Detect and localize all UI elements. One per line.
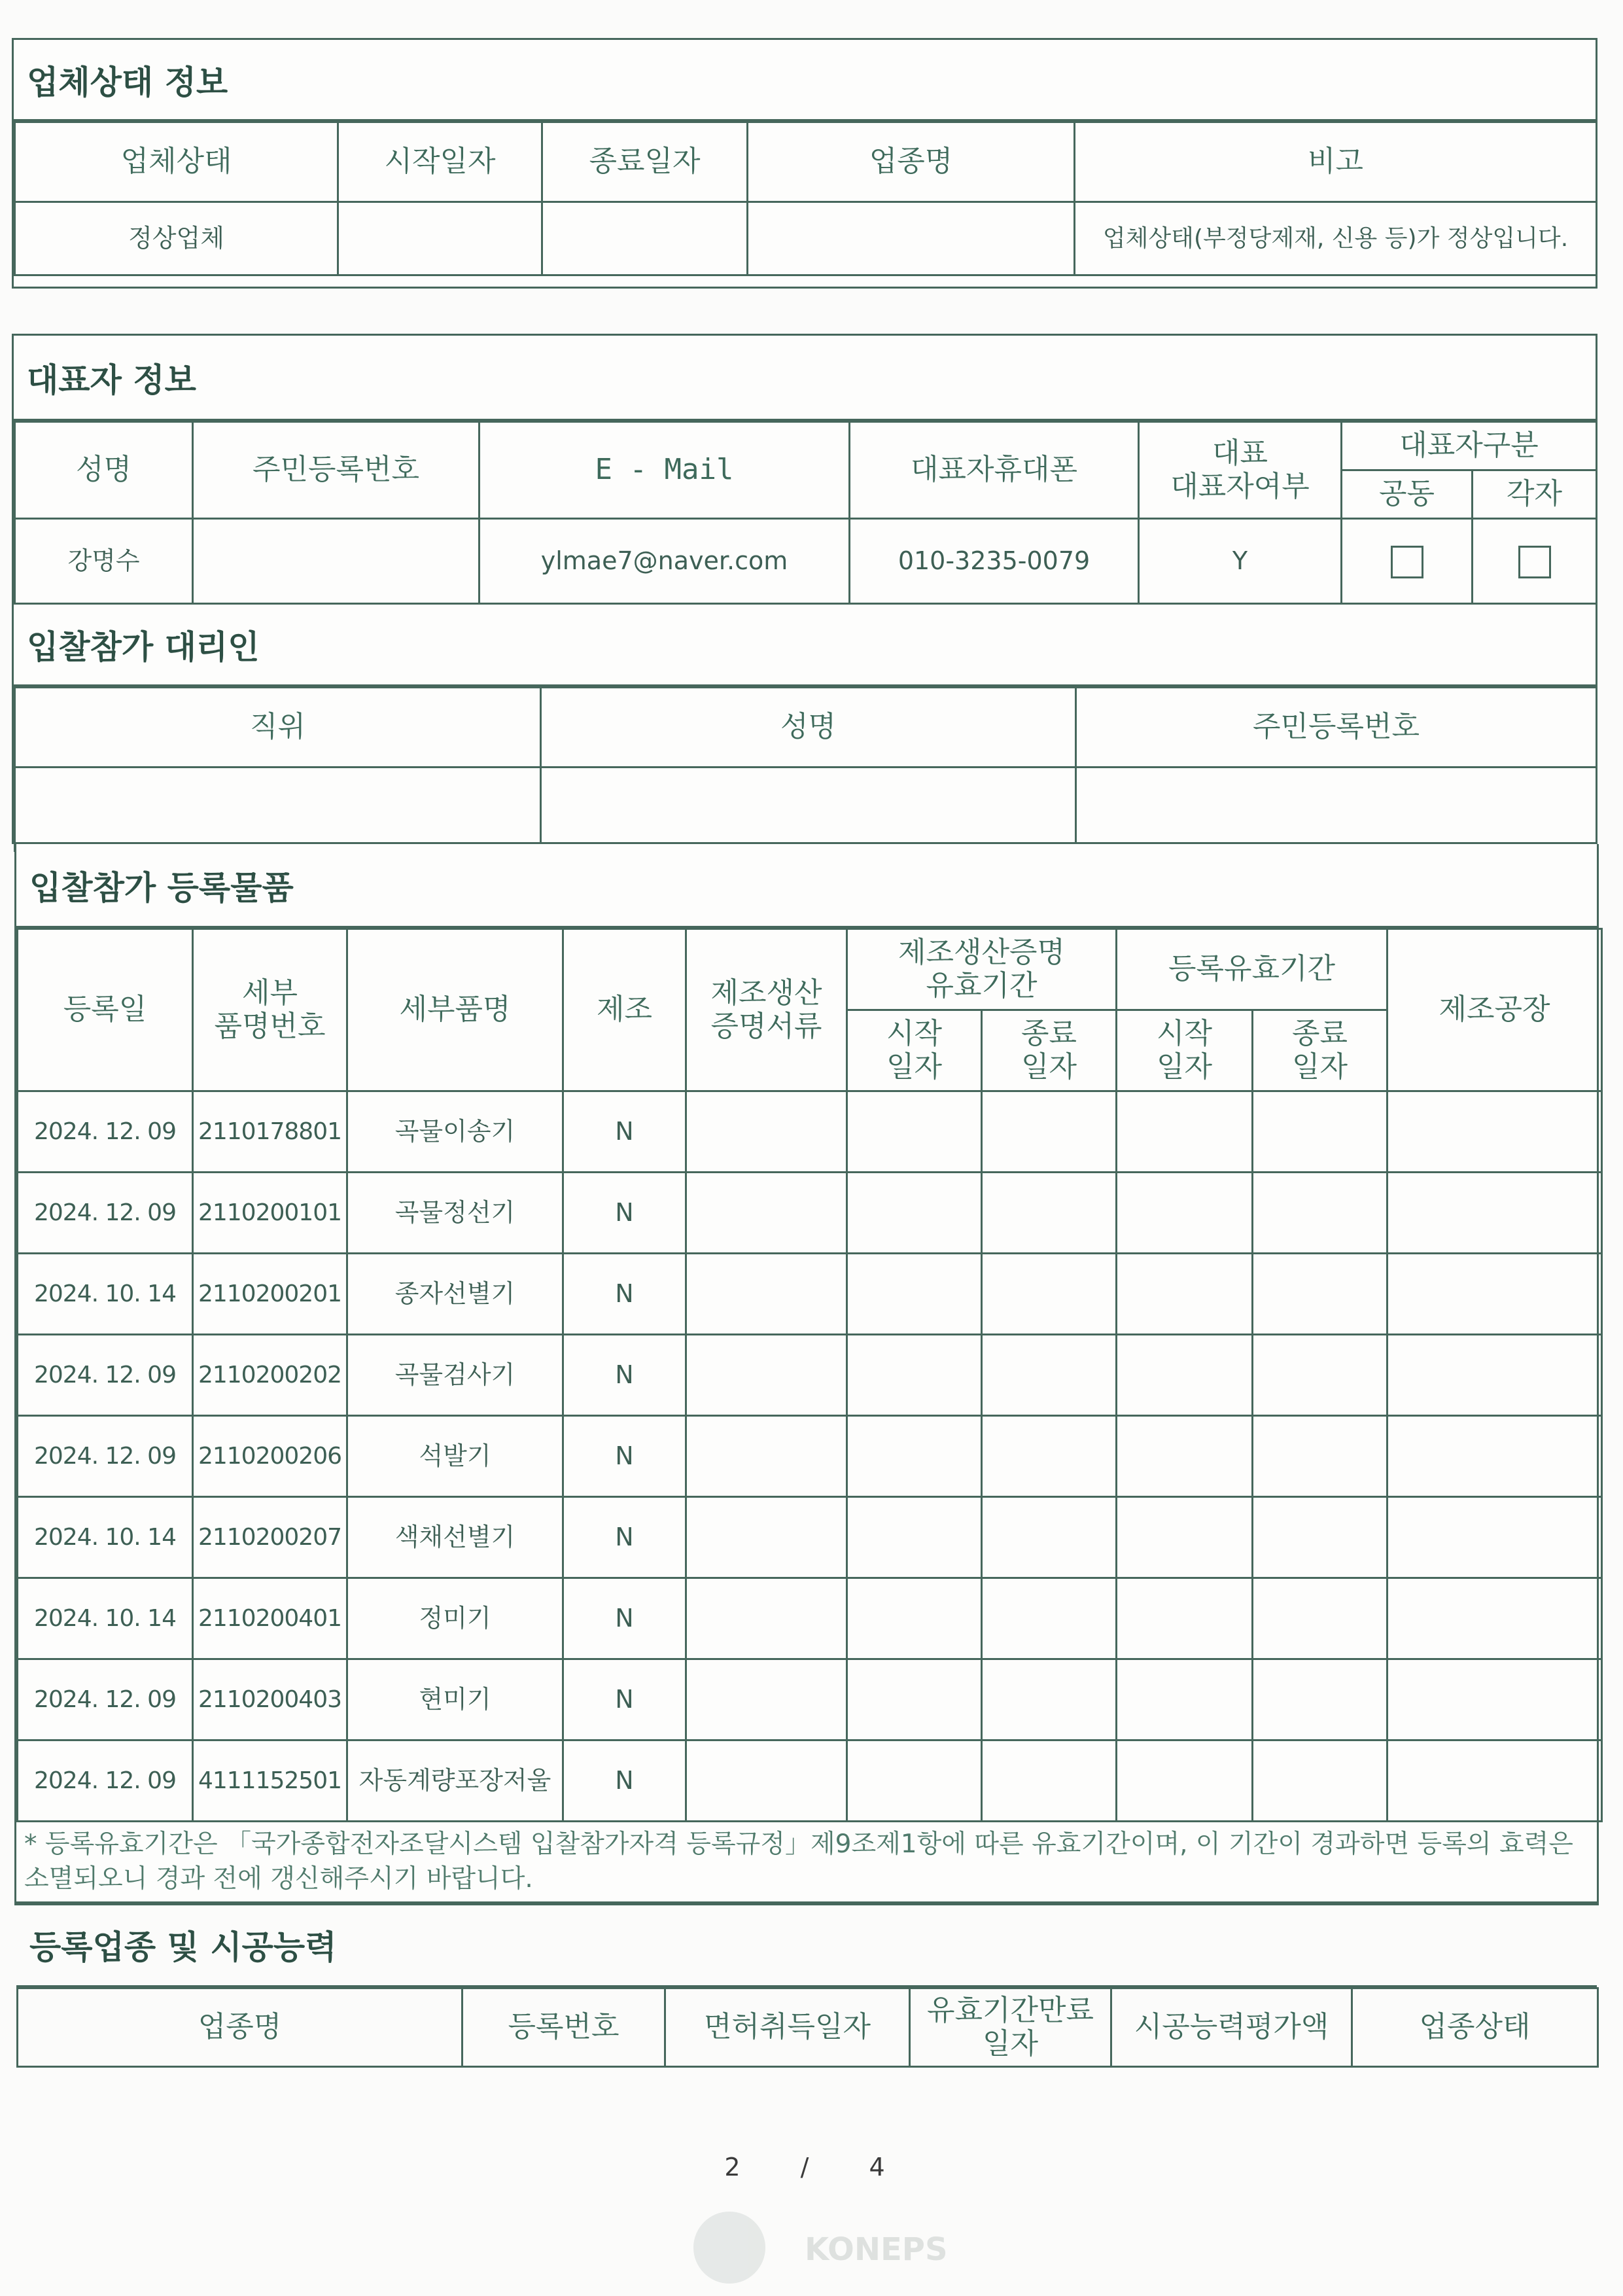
mfg-start-cell [847, 1173, 982, 1254]
reg-date-cell: 2024. 12. 09 [18, 1740, 193, 1822]
mfg-start-cell [847, 1497, 982, 1578]
header-industry-status: 업종상태 [1352, 1988, 1598, 2067]
page-indicator: 2 / 4 [724, 2153, 911, 2181]
license-table [16, 1987, 1599, 2068]
reg-start-cell [1117, 1659, 1253, 1740]
reg-start-cell [1117, 1497, 1253, 1578]
agent-table [14, 686, 1597, 852]
item-no-cell: 2110178801 [193, 1091, 347, 1173]
mfg-cell: N [563, 1578, 686, 1659]
reg-date-cell: 2024. 12. 09 [18, 1335, 193, 1416]
item-name-cell: 색채선별기 [347, 1497, 563, 1578]
section-title: 업체상태 정보 [14, 40, 1596, 121]
item-no-cell: 2110200207 [193, 1497, 347, 1578]
mfg-end-cell [982, 1173, 1117, 1254]
license-section-title: 등록업종 및 시공능력 [16, 1903, 1597, 1987]
reg-date-cell: 2024. 12. 09 [18, 1416, 193, 1497]
item-name-cell: 곡물검사기 [347, 1335, 563, 1416]
factory-cell [1387, 1497, 1602, 1578]
table-row [18, 1091, 1602, 1173]
header-remark: 비고 [1075, 122, 1597, 202]
mfg-start-cell [847, 1416, 982, 1497]
each-checkbox[interactable] [1518, 546, 1551, 578]
header-capacity: 시공능력평가액 [1111, 1988, 1352, 2067]
company-status-table [14, 121, 1597, 276]
end-date-value [542, 202, 748, 275]
factory-cell [1387, 1416, 1602, 1497]
mfg-cell: N [563, 1335, 686, 1416]
each-checkbox-cell [1473, 519, 1597, 604]
table-row [18, 1254, 1602, 1335]
rep-phone-value: 010-3235-0079 [850, 519, 1139, 604]
header-each: 각자 [1473, 470, 1597, 519]
mfg-start-cell [847, 1335, 982, 1416]
header-status: 업체상태 [15, 122, 338, 202]
products-section [14, 844, 1599, 2060]
section-title: 입찰참가 등록물품 [16, 844, 1597, 928]
koneps-watermark [693, 2212, 948, 2290]
validity-note: * 등록유효기간은 「국가종합전자조달시스템 입찰참가자격 등록규정」제9조제1항에 따른 유효기간이며, 이 기간이 경과하면 등록의 효력은 소멸되오니 경과 전에 갱신해주시기 바랍니다. [16, 1822, 1597, 1903]
header-rrn: 주민등록번호 [193, 422, 480, 519]
mfg-cell: N [563, 1254, 686, 1335]
header-reg-no: 등록번호 [462, 1988, 665, 2067]
reg-end-cell [1253, 1335, 1387, 1416]
factory-cell [1387, 1091, 1602, 1173]
item-no-cell: 2110200202 [193, 1335, 347, 1416]
reg-start-cell [1117, 1254, 1253, 1335]
item-no-cell: 2110200401 [193, 1578, 347, 1659]
koneps-logo-icon [693, 2212, 765, 2284]
reg-end-cell [1253, 1254, 1387, 1335]
header-item-name: 세부품명 [347, 929, 563, 1091]
agent-name-value [541, 768, 1076, 851]
reg-start-cell [1117, 1578, 1253, 1659]
header-name: 성명 [15, 422, 193, 519]
representative-section [12, 334, 1597, 844]
mfg-start-cell [847, 1254, 982, 1335]
header-position: 직위 [15, 688, 541, 768]
header-reg-date: 등록일 [18, 929, 193, 1091]
reg-end-cell [1253, 1740, 1387, 1822]
item-no-cell: 2110200206 [193, 1416, 347, 1497]
mfg-start-cell [847, 1740, 982, 1822]
header-reg-period: 등록유효기간 [1117, 929, 1387, 1010]
agent-section-title: 입찰참가 대리인 [14, 605, 1596, 686]
reg-start-cell [1117, 1335, 1253, 1416]
reg-end-cell [1253, 1497, 1387, 1578]
item-name-cell: 곡물정선기 [347, 1173, 563, 1254]
table-row [18, 1497, 1602, 1578]
reg-date-cell: 2024. 12. 09 [18, 1173, 193, 1254]
mfg-cell: N [563, 1091, 686, 1173]
item-no-cell: 2110200101 [193, 1173, 347, 1254]
item-name-cell: 현미기 [347, 1659, 563, 1740]
item-name-cell: 자동계량포장저울 [347, 1740, 563, 1822]
reg-end-cell [1253, 1173, 1387, 1254]
header-agent-name: 성명 [541, 688, 1076, 768]
item-no-cell: 2110200403 [193, 1659, 347, 1740]
header-expiry: 유효기간만료 일자 [910, 1988, 1111, 2067]
reg-start-cell [1117, 1173, 1253, 1254]
header-industry: 업종명 [748, 122, 1075, 202]
header-agent-rrn: 주민등록번호 [1076, 688, 1597, 768]
header-mfg-end: 종료 일자 [982, 1010, 1117, 1091]
reg-date-cell: 2024. 12. 09 [18, 1659, 193, 1740]
header-is-rep: 대표 대표자여부 [1139, 422, 1342, 519]
mfg-end-cell [982, 1254, 1117, 1335]
joint-checkbox-cell [1342, 519, 1473, 604]
header-mfg-period: 제조생산증명 유효기간 [847, 929, 1117, 1010]
item-no-cell: 2110200201 [193, 1254, 347, 1335]
header-item-no: 세부 품명번호 [193, 929, 347, 1091]
mfg-end-cell [982, 1416, 1117, 1497]
mfg-doc-cell [686, 1659, 847, 1740]
mfg-start-cell [847, 1091, 982, 1173]
header-mfg-doc: 제조생산 증명서류 [686, 929, 847, 1091]
reg-start-cell [1117, 1740, 1253, 1822]
mfg-cell: N [563, 1173, 686, 1254]
mfg-end-cell [982, 1497, 1117, 1578]
representative-table [14, 421, 1597, 605]
mfg-doc-cell [686, 1740, 847, 1822]
rep-rrn-value [193, 519, 480, 604]
mfg-cell: N [563, 1740, 686, 1822]
mfg-doc-cell [686, 1578, 847, 1659]
mfg-start-cell [847, 1659, 982, 1740]
rep-name-value: 강명수 [15, 519, 193, 604]
table-row [18, 1578, 1602, 1659]
agent-position-value [15, 768, 541, 851]
mfg-end-cell [982, 1740, 1117, 1822]
mfg-cell: N [563, 1416, 686, 1497]
mfg-end-cell [982, 1578, 1117, 1659]
header-email: E - Mail [480, 422, 850, 519]
mfg-end-cell [982, 1091, 1117, 1173]
table-row [18, 1416, 1602, 1497]
reg-date-cell: 2024. 10. 14 [18, 1578, 193, 1659]
mfg-doc-cell [686, 1254, 847, 1335]
watermark-text: KONEPS [805, 2231, 948, 2268]
reg-end-cell [1253, 1659, 1387, 1740]
table-row [18, 1173, 1602, 1254]
factory-cell [1387, 1740, 1602, 1822]
agent-rrn-value [1076, 768, 1597, 851]
reg-end-cell [1253, 1578, 1387, 1659]
reg-date-cell: 2024. 12. 09 [18, 1091, 193, 1173]
header-joint: 공동 [1342, 470, 1473, 519]
factory-cell [1387, 1173, 1602, 1254]
reg-date-cell: 2024. 10. 14 [18, 1497, 193, 1578]
header-mfg: 제조 [563, 929, 686, 1091]
remark-value: 업체상태(부정당제재, 신용 등)가 정상입니다. [1075, 202, 1597, 275]
products-table [16, 928, 1603, 1822]
reg-start-cell [1117, 1416, 1253, 1497]
factory-cell [1387, 1578, 1602, 1659]
reg-start-cell [1117, 1091, 1253, 1173]
start-date-value [338, 202, 542, 275]
table-row [18, 1740, 1602, 1822]
joint-checkbox[interactable] [1391, 546, 1423, 578]
status-value: 정상업체 [15, 202, 338, 275]
mfg-doc-cell [686, 1497, 847, 1578]
mfg-start-cell [847, 1578, 982, 1659]
mfg-end-cell [982, 1335, 1117, 1416]
section-title: 대표자 정보 [14, 336, 1596, 421]
mfg-cell: N [563, 1497, 686, 1578]
header-phone: 대표자휴대폰 [850, 422, 1139, 519]
header-reg-start: 시작 일자 [1117, 1010, 1253, 1091]
factory-cell [1387, 1335, 1602, 1416]
table-row [18, 1659, 1602, 1740]
mfg-doc-cell [686, 1091, 847, 1173]
header-reg-end: 종료 일자 [1253, 1010, 1387, 1091]
rep-email-value: ylmae7@naver.com [480, 519, 850, 604]
mfg-doc-cell [686, 1335, 847, 1416]
reg-date-cell: 2024. 10. 14 [18, 1254, 193, 1335]
header-factory: 제조공장 [1387, 929, 1602, 1091]
header-industry-name: 업종명 [18, 1988, 462, 2067]
item-name-cell: 종자선별기 [347, 1254, 563, 1335]
header-end-date: 종료일자 [542, 122, 748, 202]
header-mfg-start: 시작 일자 [847, 1010, 982, 1091]
company-status-section [12, 38, 1597, 289]
factory-cell [1387, 1254, 1602, 1335]
mfg-doc-cell [686, 1416, 847, 1497]
header-license-date: 면허취득일자 [665, 1988, 910, 2067]
item-name-cell: 정미기 [347, 1578, 563, 1659]
item-name-cell: 석발기 [347, 1416, 563, 1497]
header-rep-type: 대표자구분 [1342, 422, 1597, 470]
mfg-cell: N [563, 1659, 686, 1740]
reg-end-cell [1253, 1416, 1387, 1497]
factory-cell [1387, 1659, 1602, 1740]
mfg-end-cell [982, 1659, 1117, 1740]
item-no-cell: 4111152501 [193, 1740, 347, 1822]
rep-is-rep-value: Y [1139, 519, 1342, 604]
header-start-date: 시작일자 [338, 122, 542, 202]
item-name-cell: 곡물이송기 [347, 1091, 563, 1173]
industry-value [748, 202, 1075, 275]
reg-end-cell [1253, 1091, 1387, 1173]
mfg-doc-cell [686, 1173, 847, 1254]
table-row [18, 1335, 1602, 1416]
